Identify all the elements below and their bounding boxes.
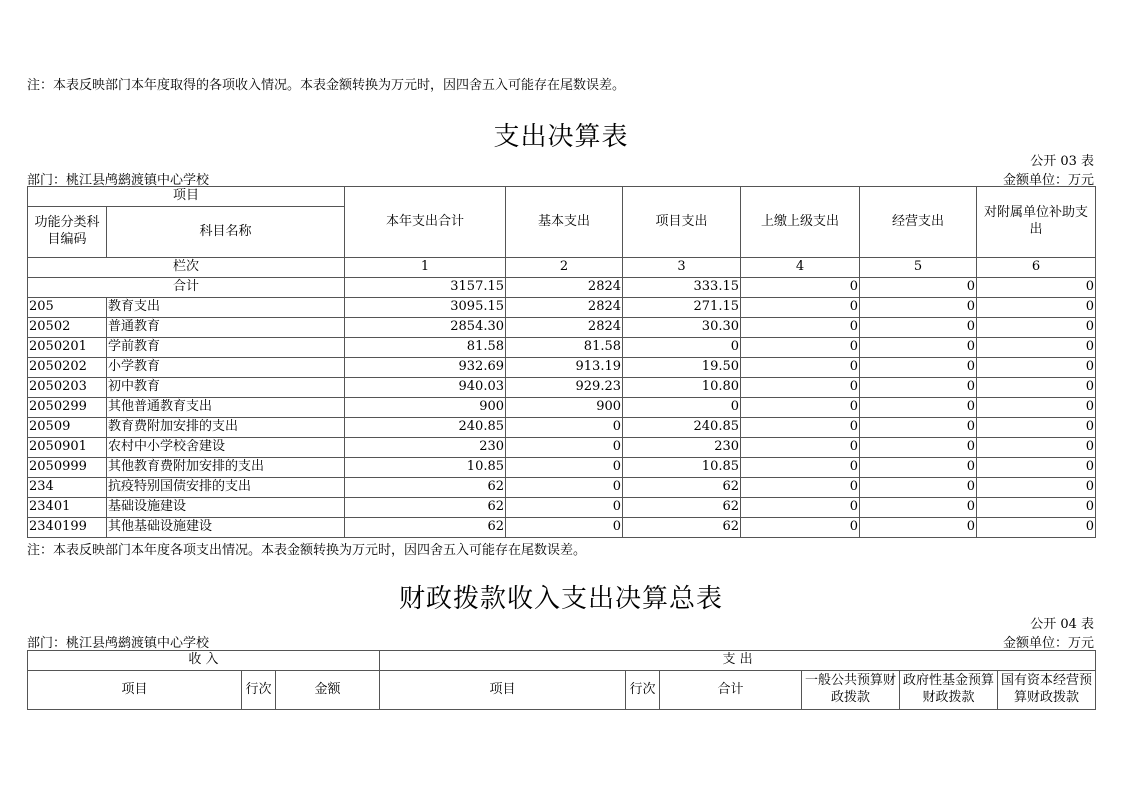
row-value: 0 (977, 378, 1096, 398)
row-value: 62 (345, 498, 506, 518)
row-name: 初中教育 (107, 378, 345, 398)
row-code: 20502 (28, 318, 107, 338)
row-value: 240.85 (623, 418, 741, 438)
row-value: 900 (345, 398, 506, 418)
row-value: 62 (623, 498, 741, 518)
row-value: 0 (860, 458, 977, 478)
sum-row (28, 278, 1096, 298)
row-value: 0 (977, 498, 1096, 518)
sum-cell: 0 (860, 278, 977, 298)
table1-dept: 部门：桃江县鸬鹚渡镇中心学校 (27, 173, 210, 188)
col-num: 2 (506, 258, 623, 278)
expense-fund-header: 政府性基金预算财政拨款 (900, 671, 998, 710)
row-code: 20509 (28, 418, 107, 438)
row-value: 0 (977, 478, 1096, 498)
table-row (28, 398, 1096, 418)
row-name: 其他普通教育支出 (107, 398, 345, 418)
header-business: 经营支出 (860, 187, 977, 258)
row-value: 0 (741, 458, 860, 478)
row-code: 2050299 (28, 398, 107, 418)
row-value: 0 (506, 458, 623, 478)
table-row (28, 518, 1096, 538)
table-row (28, 458, 1096, 478)
row-value: 30.30 (623, 318, 741, 338)
row-code: 234 (28, 478, 107, 498)
row-value: 0 (860, 318, 977, 338)
row-value: 81.58 (345, 338, 506, 358)
header-upper: 上缴上级支出 (741, 187, 860, 258)
expense-general-header: 一般公共预算财政拨款 (802, 671, 900, 710)
row-name: 普通教育 (107, 318, 345, 338)
row-name: 抗疫特别国债安排的支出 (107, 478, 345, 498)
row-value: 0 (741, 318, 860, 338)
row-value: 0 (506, 478, 623, 498)
row-value: 10.85 (345, 458, 506, 478)
row-value: 0 (860, 398, 977, 418)
row-value: 62 (345, 518, 506, 538)
expense-item-header: 项目 (380, 671, 626, 710)
row-name: 基础设施建设 (107, 498, 345, 518)
row-value: 62 (345, 478, 506, 498)
row-value: 0 (977, 458, 1096, 478)
income-header: 收 入 (28, 651, 380, 671)
row-value: 0 (506, 438, 623, 458)
table1-unit: 金额单位：万元 (1002, 173, 1094, 188)
row-value: 0 (860, 338, 977, 358)
table-row (28, 418, 1096, 438)
row-name: 其他基础设施建设 (107, 518, 345, 538)
table-row (28, 298, 1096, 318)
row-value: 932.69 (345, 358, 506, 378)
row-value: 0 (860, 358, 977, 378)
expense-row-header: 行次 (626, 671, 660, 710)
sum-cell: 0 (977, 278, 1096, 298)
row-value: 0 (741, 358, 860, 378)
row-value: 10.85 (623, 458, 741, 478)
sum-label: 合计 (28, 278, 345, 298)
row-code: 2050201 (28, 338, 107, 358)
row-value: 0 (977, 418, 1096, 438)
row-value: 0 (977, 318, 1096, 338)
row-value: 0 (977, 358, 1096, 378)
row-value: 2854.30 (345, 318, 506, 338)
col-row-label: 栏次 (28, 258, 345, 278)
table1-code: 公开 03 表 (1030, 154, 1094, 169)
row-code: 205 (28, 298, 107, 318)
sum-cell: 3157.15 (345, 278, 506, 298)
row-value: 0 (741, 478, 860, 498)
col-num: 4 (741, 258, 860, 278)
row-value: 0 (977, 338, 1096, 358)
row-value: 0 (623, 398, 741, 418)
header-project: 项目支出 (623, 187, 741, 258)
row-code: 2050901 (28, 438, 107, 458)
table-row (28, 318, 1096, 338)
sum-cell: 2824 (506, 278, 623, 298)
row-value: 0 (506, 518, 623, 538)
row-value: 62 (623, 478, 741, 498)
header-item: 项目 (28, 187, 345, 207)
header-total: 本年支出合计 (345, 187, 506, 258)
header-subsidy: 对附属单位补助支出 (977, 187, 1096, 258)
row-value: 230 (623, 438, 741, 458)
row-value: 0 (741, 298, 860, 318)
fiscal-summary-table (27, 650, 1096, 710)
row-value: 940.03 (345, 378, 506, 398)
row-value: 0 (977, 438, 1096, 458)
row-value: 913.19 (506, 358, 623, 378)
table-row (28, 478, 1096, 498)
sum-cell: 333.15 (623, 278, 741, 298)
row-name: 小学教育 (107, 358, 345, 378)
top-note: 注：本表反映部门本年度取得的各项收入情况。本表金额转换为万元时，因四舍五入可能存在尾数误差。 (27, 78, 626, 93)
row-value: 0 (741, 398, 860, 418)
row-value: 230 (345, 438, 506, 458)
expense-header: 支 出 (380, 651, 1096, 671)
row-name: 其他教育费附加安排的支出 (107, 458, 345, 478)
row-value: 0 (860, 498, 977, 518)
table-row (28, 378, 1096, 398)
table-row (28, 338, 1096, 358)
col-num: 6 (977, 258, 1096, 278)
row-code: 2050999 (28, 458, 107, 478)
table2-code: 公开 04 表 (1030, 617, 1094, 632)
row-value: 19.50 (623, 358, 741, 378)
col-num: 1 (345, 258, 506, 278)
row-name: 学前教育 (107, 338, 345, 358)
row-value: 0 (741, 498, 860, 518)
row-name: 教育费附加安排的支出 (107, 418, 345, 438)
row-value: 81.58 (506, 338, 623, 358)
row-name: 教育支出 (107, 298, 345, 318)
row-code: 23401 (28, 498, 107, 518)
row-name: 农村中小学校舍建设 (107, 438, 345, 458)
header-name-col: 科目名称 (107, 207, 345, 258)
row-value: 929.23 (506, 378, 623, 398)
table2-unit: 金额单位：万元 (1002, 636, 1094, 651)
table1-title: 支出决算表 (493, 122, 629, 152)
expense-total-header: 合计 (660, 671, 802, 710)
row-value: 0 (860, 438, 977, 458)
row-value: 0 (741, 438, 860, 458)
row-value: 900 (506, 398, 623, 418)
row-value: 10.80 (623, 378, 741, 398)
income-row-header: 行次 (242, 671, 276, 710)
expense-state-header: 国有资本经营预算财政拨款 (998, 671, 1096, 710)
income-item-header: 项目 (28, 671, 242, 710)
row-value: 240.85 (345, 418, 506, 438)
table-row (28, 498, 1096, 518)
table2-dept: 部门：桃江县鸬鹚渡镇中心学校 (27, 636, 210, 651)
row-value: 0 (741, 518, 860, 538)
income-amount-header: 金额 (276, 671, 380, 710)
table1-note: 注：本表反映部门本年度各项支出情况。本表金额转换为万元时，因四舍五入可能存在尾数误差。 (27, 543, 587, 558)
header-code-col: 功能分类科目编码 (28, 207, 107, 258)
row-value: 0 (860, 478, 977, 498)
row-code: 2050203 (28, 378, 107, 398)
table-row (28, 358, 1096, 378)
header-basic: 基本支出 (506, 187, 623, 258)
row-code: 2050202 (28, 358, 107, 378)
expenditure-table (27, 186, 1096, 538)
row-value: 0 (860, 418, 977, 438)
row-value: 0 (860, 518, 977, 538)
row-value: 0 (741, 338, 860, 358)
row-code: 2340199 (28, 518, 107, 538)
table2-title: 财政拨款收入支出决算总表 (398, 584, 723, 614)
row-value: 2824 (506, 298, 623, 318)
row-value: 0 (977, 398, 1096, 418)
row-value: 62 (623, 518, 741, 538)
row-value: 0 (860, 378, 977, 398)
row-value: 0 (977, 298, 1096, 318)
col-num: 5 (860, 258, 977, 278)
col-num: 3 (623, 258, 741, 278)
row-value: 0 (741, 418, 860, 438)
row-value: 2824 (506, 318, 623, 338)
row-value: 0 (860, 298, 977, 318)
row-value: 0 (506, 418, 623, 438)
row-value: 3095.15 (345, 298, 506, 318)
row-value: 0 (741, 378, 860, 398)
row-value: 271.15 (623, 298, 741, 318)
row-value: 0 (506, 498, 623, 518)
sum-cell: 0 (741, 278, 860, 298)
table-row (28, 438, 1096, 458)
row-value: 0 (623, 338, 741, 358)
row-value: 0 (977, 518, 1096, 538)
